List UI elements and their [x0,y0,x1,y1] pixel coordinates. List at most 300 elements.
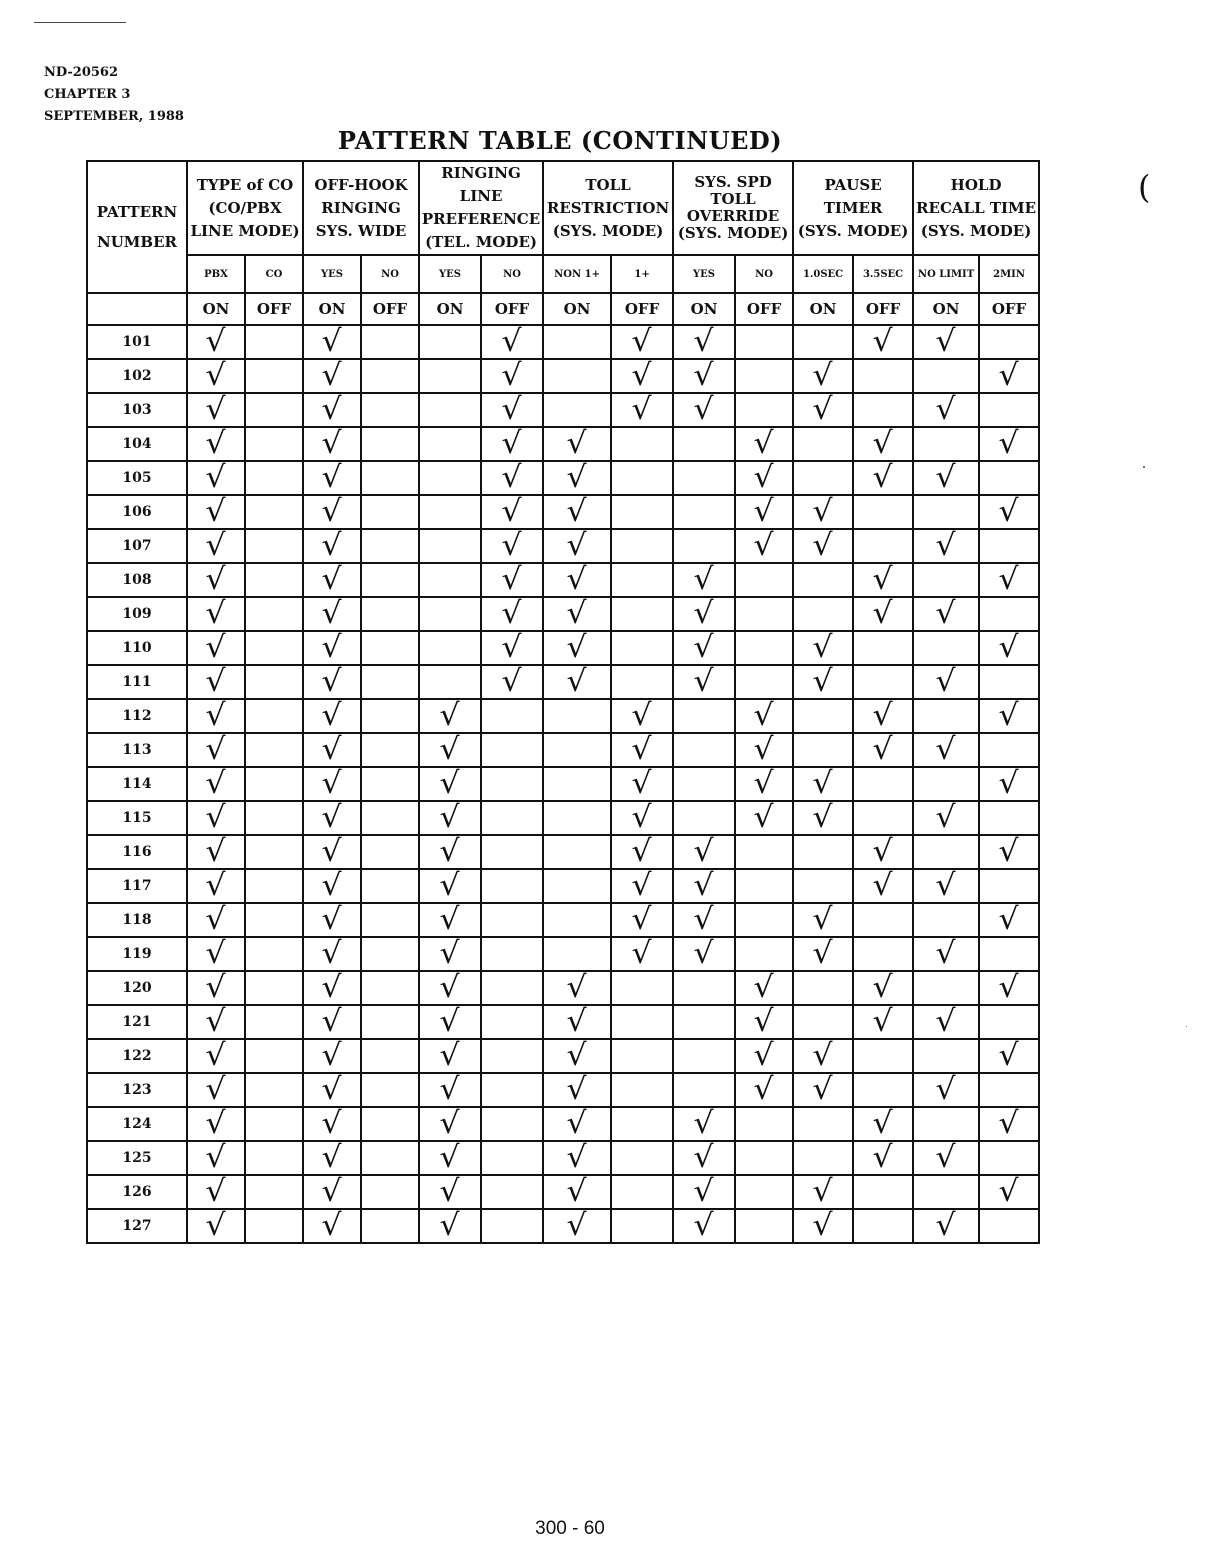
check-mark: √ [501,426,523,461]
check-cell [303,427,361,461]
check-cell [543,393,611,427]
check-cell [913,359,979,393]
check-mark: √ [567,562,588,597]
check-cell [361,801,419,835]
check-cell [481,767,543,801]
check-mark: √ [813,902,834,937]
group-header-line: PAUSE [824,175,882,194]
check-cell [419,733,481,767]
check-cell [303,563,361,597]
group-header-line: (SYS. MODE) [677,224,789,242]
check-mark: √ [999,834,1020,869]
check-cell [245,495,303,529]
check-cell [481,1107,543,1141]
check-cell [611,393,673,427]
check-cell [673,903,735,937]
check-cell [361,665,419,699]
check-mark: √ [754,1004,775,1039]
check-mark: √ [205,936,227,971]
check-cell [735,699,793,733]
check-cell [361,631,419,665]
check-cell [245,767,303,801]
check-cell [419,971,481,1005]
check-cell [793,733,853,767]
check-cell [793,393,853,427]
check-cell [853,1073,913,1107]
table-row [87,1141,1039,1175]
check-mark: √ [205,834,227,869]
check-cell [361,1073,419,1107]
check-cell [673,869,735,903]
check-mark: √ [205,596,227,631]
group-header-hold-recall-time [913,161,1039,255]
check-cell [361,427,419,461]
check-mark: √ [321,698,343,733]
check-cell [419,427,481,461]
check-cell [481,733,543,767]
check-cell [979,733,1039,767]
group-header-pause-timer [793,161,913,255]
check-cell [611,1141,673,1175]
check-cell [611,597,673,631]
check-cell [419,1005,481,1039]
check-cell [793,631,853,665]
check-cell [245,359,303,393]
check-cell [793,1107,853,1141]
check-mark: √ [501,494,523,529]
check-mark: √ [694,324,715,359]
check-cell [611,801,673,835]
check-cell [735,359,793,393]
check-cell [853,1039,913,1073]
check-cell [419,835,481,869]
check-mark: √ [999,1038,1020,1073]
check-mark: √ [754,494,775,529]
check-cell [611,427,673,461]
check-cell [187,427,245,461]
check-cell [793,937,853,971]
check-mark: √ [694,868,715,903]
check-cell [303,869,361,903]
check-cell [853,461,913,495]
check-mark: √ [694,834,715,869]
check-mark: √ [873,970,894,1005]
check-cell [913,529,979,563]
check-cell [913,801,979,835]
check-cell [245,529,303,563]
check-cell [303,767,361,801]
check-mark: √ [632,698,653,733]
check-cell [481,665,543,699]
check-cell [481,971,543,1005]
check-cell [611,665,673,699]
check-cell [361,733,419,767]
check-cell [245,699,303,733]
check-cell [419,1073,481,1107]
check-mark: √ [694,664,715,699]
check-mark: √ [205,698,227,733]
check-cell [979,699,1039,733]
check-mark: √ [754,426,775,461]
check-mark: √ [873,562,894,597]
check-mark: √ [567,664,588,699]
pattern-number: 103 [87,393,187,427]
check-cell [419,393,481,427]
check-cell [853,597,913,631]
check-cell [913,903,979,937]
check-cell [979,937,1039,971]
check-mark: √ [873,834,894,869]
table-row [87,427,1039,461]
table-row [87,1073,1039,1107]
check-mark: √ [321,902,343,937]
check-mark: √ [632,936,653,971]
group-header-line: (CO/PBX [208,198,282,217]
check-cell [673,393,735,427]
check-mark: √ [754,800,775,835]
check-cell [853,393,913,427]
check-mark: √ [205,664,227,699]
check-cell [673,1141,735,1175]
check-mark: √ [439,800,461,835]
group-header-toll-restriction [543,161,673,255]
group-header-line: TOLL [710,190,756,208]
check-mark: √ [439,1038,461,1073]
check-cell [187,767,245,801]
check-mark: √ [632,868,653,903]
check-mark: √ [205,494,227,529]
group-header-line: OFF-HOOK [314,175,408,194]
check-cell [735,903,793,937]
group-header-line: (SYS. MODE) [920,221,1032,240]
check-cell [187,1039,245,1073]
check-mark: √ [754,528,775,563]
check-mark: √ [936,596,957,631]
check-mark: √ [321,596,343,631]
check-cell [303,529,361,563]
check-cell [245,1209,303,1243]
check-cell [303,937,361,971]
check-cell [245,1039,303,1073]
check-mark: √ [873,596,894,631]
check-mark: √ [694,392,715,427]
check-mark: √ [873,732,894,767]
check-cell [245,1073,303,1107]
check-mark: √ [439,766,461,801]
check-cell [481,869,543,903]
check-cell [979,1107,1039,1141]
check-mark: √ [205,970,227,1005]
check-cell [913,1107,979,1141]
check-cell [419,869,481,903]
check-cell [979,495,1039,529]
check-cell [245,1005,303,1039]
check-cell [979,359,1039,393]
pattern-number: 121 [87,1005,187,1039]
check-mark: √ [873,698,894,733]
check-mark: √ [321,834,343,869]
table-row [87,1107,1039,1141]
check-cell [245,869,303,903]
chapter-label: CHAPTER 3 [44,87,131,102]
doc-number: ND-20562 [44,65,119,80]
check-cell [793,835,853,869]
check-cell [187,529,245,563]
check-mark: √ [439,834,461,869]
check-cell [735,631,793,665]
check-mark: √ [873,324,894,359]
table-row [87,903,1039,937]
group-header-line: RINGING LINE [441,164,521,205]
check-cell [913,393,979,427]
check-mark: √ [321,664,343,699]
check-cell [611,529,673,563]
check-cell [735,1175,793,1209]
check-cell [853,835,913,869]
table-row [87,597,1039,631]
on-label: ON [303,293,361,325]
check-cell [361,1175,419,1209]
check-cell [303,1141,361,1175]
group-header-line: TIMER [823,198,883,217]
check-cell [361,1039,419,1073]
check-cell [611,325,673,359]
check-cell [419,359,481,393]
check-cell [543,1175,611,1209]
sub-header: CO [245,255,303,293]
check-cell [187,631,245,665]
check-mark: √ [205,562,227,597]
check-mark: √ [439,902,461,937]
check-cell [611,1005,673,1039]
check-mark: √ [632,358,653,393]
check-cell [913,971,979,1005]
check-cell [611,971,673,1005]
check-cell [187,869,245,903]
pattern-number: 127 [87,1209,187,1243]
check-cell [419,631,481,665]
check-mark: √ [873,1004,894,1039]
check-mark: √ [321,1106,343,1141]
check-cell [611,767,673,801]
check-cell [735,563,793,597]
check-cell [611,937,673,971]
check-mark: √ [813,630,834,665]
check-cell [481,699,543,733]
check-cell [979,1073,1039,1107]
check-cell [853,1141,913,1175]
check-cell [303,1107,361,1141]
check-cell [543,903,611,937]
table-row [87,699,1039,733]
check-cell [303,325,361,359]
check-mark: √ [205,732,227,767]
check-cell [913,665,979,699]
check-cell [187,359,245,393]
check-cell [611,1107,673,1141]
check-cell [979,597,1039,631]
check-cell [303,359,361,393]
check-mark: √ [754,766,775,801]
pattern-number: 116 [87,835,187,869]
check-mark: √ [567,1208,588,1243]
check-cell [913,1005,979,1039]
check-cell [187,699,245,733]
check-cell [303,903,361,937]
check-mark: √ [999,970,1020,1005]
check-cell [979,461,1039,495]
check-cell [979,767,1039,801]
check-cell [419,767,481,801]
group-header-line: (TEL. MODE) [425,233,537,251]
check-mark: √ [321,528,343,563]
table-row [87,393,1039,427]
check-cell [735,461,793,495]
check-cell [361,597,419,631]
check-mark: √ [321,358,343,393]
pattern-number: 120 [87,971,187,1005]
check-cell [913,1209,979,1243]
check-cell [303,1175,361,1209]
check-cell [913,1073,979,1107]
check-mark: √ [321,324,343,359]
check-cell [543,665,611,699]
table-row [87,461,1039,495]
check-mark: √ [873,460,894,495]
check-cell [979,869,1039,903]
check-cell [673,631,735,665]
check-cell [853,495,913,529]
check-cell [361,1107,419,1141]
sub-header: NO [735,255,793,293]
check-cell [735,1073,793,1107]
check-cell [303,393,361,427]
check-mark: √ [439,1208,461,1243]
check-cell [979,393,1039,427]
check-cell [361,767,419,801]
check-cell [245,563,303,597]
on-label: ON [673,293,735,325]
check-cell [979,631,1039,665]
check-mark: √ [632,834,653,869]
check-cell [611,1209,673,1243]
check-cell [481,1039,543,1073]
check-cell [793,1175,853,1209]
check-cell [419,937,481,971]
check-cell [793,563,853,597]
pattern-number: 113 [87,733,187,767]
check-cell [853,1175,913,1209]
check-cell [913,631,979,665]
check-mark: √ [999,1174,1020,1209]
check-mark: √ [501,392,523,427]
check-cell [245,393,303,427]
check-mark: √ [999,426,1020,461]
check-mark: √ [694,1174,715,1209]
check-mark: √ [632,732,653,767]
check-cell [187,563,245,597]
check-cell [913,1175,979,1209]
check-mark: √ [999,494,1020,529]
check-mark: √ [936,732,957,767]
check-mark: √ [694,902,715,937]
table-row [87,767,1039,801]
check-mark: √ [567,528,588,563]
check-cell [481,325,543,359]
check-mark: √ [321,1140,343,1175]
check-cell [361,937,419,971]
check-cell [735,495,793,529]
check-cell [611,733,673,767]
check-cell [853,903,913,937]
check-cell [543,1005,611,1039]
check-cell [611,1073,673,1107]
check-cell [303,597,361,631]
check-cell [853,937,913,971]
table-row [87,631,1039,665]
check-cell [543,631,611,665]
check-cell [419,495,481,529]
check-mark: √ [205,1208,227,1243]
check-cell [853,733,913,767]
check-cell [735,733,793,767]
check-cell [793,1039,853,1073]
check-mark: √ [754,460,775,495]
check-cell [735,1107,793,1141]
check-mark: √ [999,902,1020,937]
check-mark: √ [321,630,343,665]
check-mark: √ [567,460,588,495]
check-cell [187,1175,245,1209]
sub-header: 3.5SEC [853,255,913,293]
table-row [87,665,1039,699]
check-mark: √ [936,460,957,495]
check-cell [187,903,245,937]
check-mark: √ [936,1004,957,1039]
check-cell [793,699,853,733]
check-cell [481,903,543,937]
group-header-co-type [187,161,303,255]
check-cell [793,971,853,1005]
check-cell [419,1209,481,1243]
on-label: ON [187,293,245,325]
check-mark: √ [567,1038,588,1073]
check-mark: √ [439,1174,461,1209]
check-cell [361,869,419,903]
check-mark: √ [813,766,834,801]
check-mark: √ [321,562,343,597]
check-cell [853,1005,913,1039]
check-mark: √ [873,868,894,903]
check-cell [245,733,303,767]
check-mark: √ [694,1106,715,1141]
check-cell [245,937,303,971]
check-cell [419,1107,481,1141]
check-cell [481,427,543,461]
check-cell [793,1209,853,1243]
check-cell [979,903,1039,937]
check-cell [419,801,481,835]
margin-mark: ( [1138,168,1151,206]
check-cell [793,903,853,937]
check-cell [853,427,913,461]
table-row [87,563,1039,597]
check-cell [913,461,979,495]
pattern-number: 124 [87,1107,187,1141]
check-mark: √ [813,800,834,835]
group-header-line: HOLD [950,175,1002,194]
check-mark: √ [439,970,461,1005]
